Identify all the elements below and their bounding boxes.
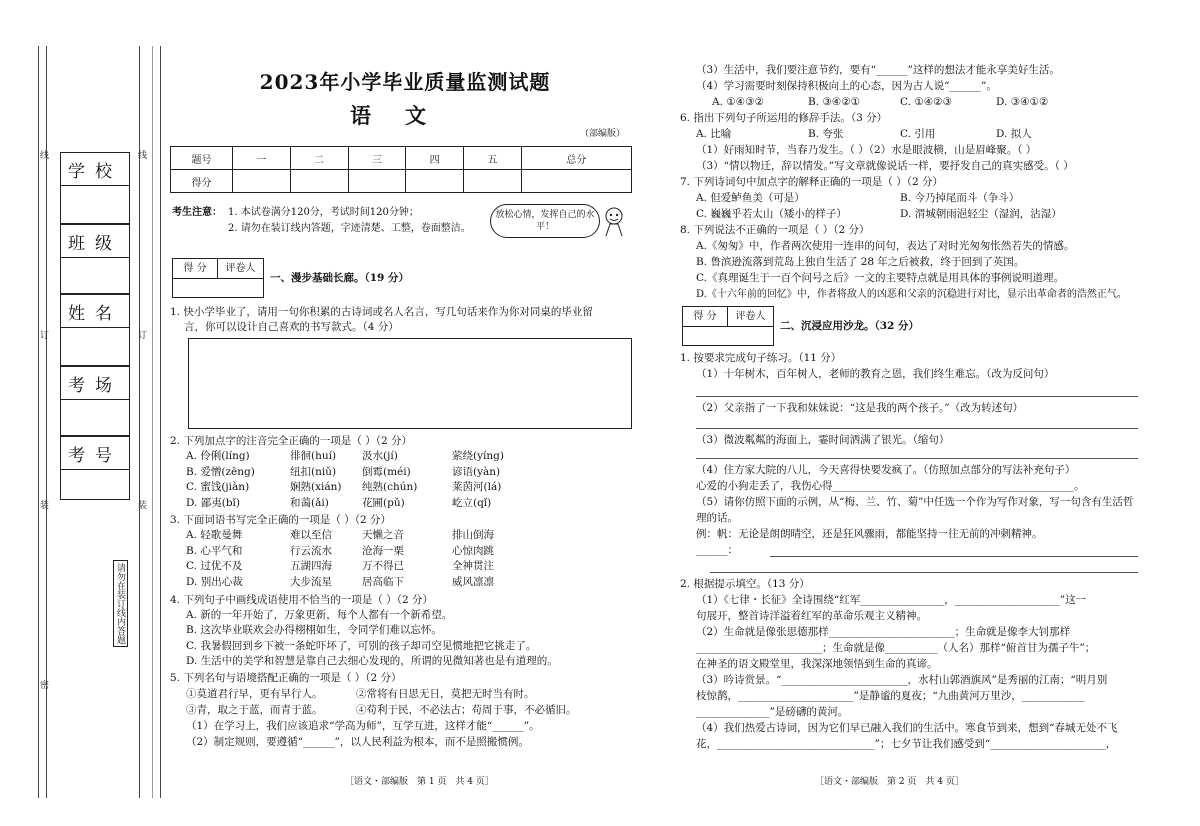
q3opts-option-cell: D. 别出心裁 <box>186 575 243 588</box>
q3opts-option-cell: 排山倒海 <box>452 529 494 541</box>
q3opts-option-cell: 行云流水 <box>290 544 332 557</box>
q5-quote: ①莫道君行早，更有早行人。 <box>186 688 323 700</box>
binding-warning: 请勿在装订线内答题 <box>113 560 128 647</box>
q3-question: 3. 下面词语书写完全正确的一项是（ ）（2 分） <box>170 514 391 526</box>
score-header-cell: 五 <box>464 147 522 170</box>
q2opts-option-cell: 萦绕(yíng) <box>452 450 504 462</box>
q7-option: D. 渭城朝雨浥轻尘（湿润，沾湿） <box>900 208 1062 220</box>
q5-quote: ②常将有日思无日，莫把无时当有时。 <box>356 688 535 700</box>
q7-option: A. 但爱鲈鱼美（可是） <box>696 192 805 204</box>
b1-sub: ______： <box>696 544 738 556</box>
score-label: 得 分 <box>173 259 218 279</box>
score-table <box>170 146 632 193</box>
q3opts-option-cell: 威风凛凛 <box>452 575 494 588</box>
b2-sub: ________________________；生命就是像__________（人名）那样“俯首甘为孺子牛”； <box>696 642 1096 654</box>
q1-line1: 1. 快小学毕业了，请用一句你积累的古诗词或名人名言，写几句话来作为你对同桌的毕业留 <box>170 306 593 318</box>
q5-quote: ④苟利于民，不必法古；苟周于事，不必循旧。 <box>356 704 577 716</box>
q2opts-option-cell: 纯熟(chún) <box>362 481 418 493</box>
b1-sub: （3）微波粼粼的海面上，霎时间洒满了银光。（缩句） <box>696 434 950 446</box>
q5-quote: ③青，取之于蓝，而青于蓝。 <box>186 704 323 716</box>
b2-sub: （2）生命就是像张思德那样________________________；生命就是像李大钊那样 <box>696 626 1071 638</box>
grader-label: 评卷人 <box>735 311 766 322</box>
b2-sub: ______________”是磅礴的黄河。 <box>696 706 849 718</box>
bind-char-xian: 线 <box>38 150 48 159</box>
exam-number-label: 考号 <box>60 436 130 470</box>
q8-question: 8. 下列说法不正确的一项是（ ）（2 分） <box>680 224 870 236</box>
q2opts-option-cell: B. 爱憎(zēng) <box>186 465 255 478</box>
q2opts-option-cell: 谚语(yàn) <box>452 465 501 478</box>
b1-sub: （1）十年树木，百年树人，老师的教育之恩，我们终生难忘。（改为反问句） <box>696 368 1055 380</box>
q8-option: D.《十六年前的回忆》中，作者将敌人的凶恶和父亲的沉稳进行对比，显示出革命者的浩然正气。 <box>696 289 1127 300</box>
q6-sub: （3）“情以物迁，辞以情发。”写文章就像说话一样，要抒发自己的真实感受。（ ） <box>696 160 1074 172</box>
q3opts-option-cell: 沧海一栗 <box>362 544 404 557</box>
page2-footer: ［语文・部编版 第 2 页 共 4 页］ <box>815 777 964 787</box>
class-label: 班级 <box>60 224 130 258</box>
q3opts-option-cell: B. 心平气和 <box>186 544 243 557</box>
exam-room-field[interactable] <box>60 400 130 436</box>
q3opts-option-cell: 大步流星 <box>290 575 332 588</box>
q5-sub: （1）在学习上，我们应该追求“学高为师”，互学互进，这样才能“______”。 <box>186 720 540 732</box>
school-label: 学校 <box>60 152 130 186</box>
q2-question: 2. 下列加点字的注音完全正确的一项是（ ）（2 分） <box>170 435 412 447</box>
b1-sub: （4）住方家大院的八儿，今天喜得快要发疯了。（仿照加点部分的写法补充句子） <box>696 464 1076 476</box>
notice-label: 考生注意： <box>172 207 222 218</box>
q5-answer-c: C. ①④②③ <box>900 96 952 108</box>
q6-option-c: C. 引用 <box>900 128 936 140</box>
class-field[interactable] <box>60 258 130 294</box>
q5-answer-a: A. ①④③② <box>712 96 764 108</box>
q4-option: B. 这次毕业联欢会办得栩栩如生，令同学们难以忘怀。 <box>186 624 442 636</box>
bind-char-ding: 订 <box>38 330 48 339</box>
school-field[interactable] <box>60 186 130 224</box>
margin-line-4 <box>152 46 153 798</box>
q3opts-option-cell: 全神贯注 <box>452 560 494 572</box>
b2-sub: （1）《七律・长征》全诗围绕“红军________________，____________________”这一 <box>696 594 1087 606</box>
b2-sub: （3）吟诗赏景。“________________________，水村山郭酒旗风”是秀丽的江南；“明月别 <box>696 674 1108 686</box>
score-cell[interactable] <box>406 170 464 193</box>
score-cell[interactable] <box>290 170 348 193</box>
q5-sub-right: （4）学习需要时刻保持积极向上的心态，因为古人说“______”。 <box>696 80 997 92</box>
q2opts-option-cell: C. 蜜饯(jiàn) <box>186 481 250 493</box>
q4-option: A. 新的一年开始了，万象更新，每个人都有一个新希望。 <box>186 609 453 621</box>
score-header-cell: 题号 <box>171 147 233 170</box>
notice-item-1: 1. 本试卷满分120分，考试时间120分钟； <box>228 207 419 218</box>
q6-option-d: D. 拟人 <box>996 128 1032 140</box>
name-field[interactable] <box>60 328 130 366</box>
q8-option: B. 鲁滨逊流落到荒岛上独自生活了 28 年之后被救，终于回到了英国。 <box>696 256 1025 268</box>
q5-sub: （2）制定规则，要遵循“______”，以人民利益为根本，而不是照搬惯例。 <box>186 736 529 748</box>
section2-heading: 二、沉浸应用沙龙。（32 分） <box>780 320 920 332</box>
q2opts-option-cell: 倒霉(méi) <box>362 465 411 478</box>
exam-number-field[interactable] <box>60 470 130 500</box>
q8-option: C.《真理诞生于一百个问号之后》一文的主要特点就是用具体的事例说明道理。 <box>696 272 1064 284</box>
score-row-label: 得分 <box>171 170 233 193</box>
scorebox-divider <box>682 326 774 327</box>
grader-label: 评卷人 <box>225 263 256 274</box>
q2opts-option-cell: 屹立(qǐ) <box>452 496 492 509</box>
q3opts-option-cell: 五湖四海 <box>290 560 332 572</box>
b1-question: 1. 按要求完成句子练习。（11 分） <box>680 352 842 364</box>
score-header-cell: 三 <box>348 147 406 170</box>
q3opts-option-cell: 心惊肉跳 <box>452 544 494 557</box>
score-header-cell: 二 <box>290 147 348 170</box>
b2-sub: 花，______________________________”；七夕节让我们感受到“______________________， <box>696 738 1117 750</box>
q2opts-option-cell: 纽扣(niǔ) <box>290 465 337 478</box>
cartoon-kid-icon <box>600 206 630 238</box>
q6-option-b: B. 夸张 <box>808 128 844 140</box>
b1-sub: （2）父亲指了一下我和妹妹说：“这是我的两个孩子。”（改为转述句） <box>696 402 1024 414</box>
q3opts-option-cell: C. 过优不及 <box>186 560 243 572</box>
bind-char-mi: 密 <box>38 680 48 689</box>
q7-option: B. 今乃掉尾而斗（争斗） <box>900 192 1020 204</box>
exam-room-label: 考场 <box>60 366 130 400</box>
q6-option-a: A. 比喻 <box>696 128 732 140</box>
q4-question: 4. 下列句子中画线成语使用不恰当的一项是（ ）（2 分） <box>170 594 433 606</box>
margin-line-5 <box>160 46 161 798</box>
answer-line[interactable] <box>696 458 1138 459</box>
q3opts-option-cell: 天懒之音 <box>362 529 404 541</box>
b1-sub: 心爱的小狗走丢了，我伤心得______________________________________________。 <box>696 480 1085 492</box>
answer-line[interactable] <box>710 572 1138 573</box>
q3opts-option-cell: 居高临下 <box>362 575 404 588</box>
section1-heading: 一、漫步基础长廊。（19 分） <box>270 272 410 284</box>
q6-question: 6. 指出下列句子所运用的修辞手法。（3 分） <box>680 112 888 124</box>
q1-answer-box[interactable] <box>188 338 632 429</box>
score-header-cell: 一 <box>233 147 291 170</box>
bind-char-zhuang: 装 <box>38 500 48 509</box>
page1-footer: ［语文・部编版 第 1 页 共 4 页］ <box>345 777 494 787</box>
q5-question: 5. 下列名句与语境搭配正确的一项是（ ）（2 分） <box>170 672 402 684</box>
bind-char-ding-2: 订 <box>136 330 146 339</box>
encouragement-bubble: 放松心情，发挥自己的水平！ <box>490 204 600 238</box>
score-cell[interactable] <box>521 170 631 193</box>
scorebox-divider <box>172 278 264 279</box>
q2opts-option-cell: 和蔼(ǎi) <box>290 496 329 509</box>
q2opts-option-cell: D. 鄙夷(bǐ) <box>186 496 240 509</box>
answer-line[interactable] <box>696 428 1138 429</box>
score-cell[interactable] <box>464 170 522 193</box>
b2-sub: 在神圣的语文殿堂里，我深深地领悟到生命的真谛。 <box>696 658 938 670</box>
q2opts-option-cell: 娴熟(xián) <box>290 481 342 493</box>
q2opts-option-cell: 汲水(jí) <box>362 450 398 462</box>
q3opts-option-cell: 万不得已 <box>362 560 404 572</box>
bind-char-zhuang-2: 装 <box>136 500 146 509</box>
b2-question: 2. 根据提示填空。（13 分） <box>680 578 810 590</box>
q4-option: C. 我暑假回到乡下被一条蛇吓坏了，可别的孩子却司空见惯地把它挑走了。 <box>186 640 537 652</box>
q5-answer-b: B. ③④②① <box>808 96 861 108</box>
score-label: 得 分 <box>683 307 728 327</box>
score-header-cell: 总分 <box>521 147 631 170</box>
score-cell[interactable] <box>348 170 406 193</box>
notice-item-2: 2. 请勿在装订线内答题，字迹清楚、工整，卷面整洁。 <box>228 223 471 234</box>
b1-sub: 理的话。 <box>696 512 738 524</box>
q7-option: C. 巍巍乎若太山（矮小的样子） <box>696 208 847 220</box>
q2opts-option-cell: 徘徊(huí) <box>290 450 337 462</box>
b1-sub: 例：帆：无论是朗朗晴空，还是狂风骤雨，都能坚持一往无前的冲刺精神。 <box>696 528 1043 540</box>
q8-option: A.《匆匆》中，作者两次使用一连串的问句，表达了对时光匆匆怅然若失的情感。 <box>696 240 1075 252</box>
q3opts-option-cell: 难以至信 <box>290 529 332 541</box>
answer-line[interactable] <box>770 556 1138 557</box>
score-cell[interactable] <box>233 170 291 193</box>
q5-answer-d: D. ③④①② <box>996 96 1049 108</box>
q3opts-option-cell: A. 轻歌曼舞 <box>186 529 243 541</box>
edition-label: （部编版） <box>580 129 626 139</box>
score-header-cell: 四 <box>406 147 464 170</box>
exam-title: 2023年小学毕业质量监测试题 <box>259 70 551 94</box>
q1-line2: 言，你可以设计自己喜欢的书写款式。（4 分） <box>184 321 399 333</box>
q2opts-option-cell: 花圃(pǔ) <box>362 496 405 509</box>
b2-sub: （4）我们热爱古诗词，因为它们早已融入我们的生活中。寒食节到来，想到“春城无处不飞 <box>696 722 1118 734</box>
q4-option: D. 生活中的美学和智慧是靠自己去细心发现的，所谓的见微知著也是有道理的。 <box>186 655 558 667</box>
q2opts-option-cell: 莱茵河(lá) <box>452 481 502 493</box>
q2opts-option-cell: A. 伶俐(líng) <box>186 450 250 462</box>
b1-sub: （5）请你仿照下面的示例，从“梅、兰、竹、菊”中任选一个作为写作对象，写一句含有生活哲 <box>696 496 1134 508</box>
q5-sub-right: （3）生活中，我们要注意节约，要有“______”这样的想法才能永享美好生活。 <box>696 64 1060 76</box>
b2-sub: 枝惊鹊，______________________”是静谧的夏夜；“九曲黄河万里沙，____________ <box>696 690 1085 702</box>
subject-title: 语文 <box>350 103 460 128</box>
b2-sub: 句展开，整首诗洋溢着红军的革命乐观主义精神。 <box>696 610 927 622</box>
name-label: 姓名 <box>60 294 130 328</box>
answer-line[interactable] <box>696 396 1138 397</box>
bind-char-xian-2: 线 <box>136 150 146 159</box>
q6-sub: （1）好雨知时节，当春乃发生。（ ）（2）水是眼波横，山是眉峰聚。（ ） <box>696 144 1037 156</box>
q7-question: 7. 下列诗词句中加点字的解释正确的一项是（ ）（2 分） <box>680 176 943 188</box>
